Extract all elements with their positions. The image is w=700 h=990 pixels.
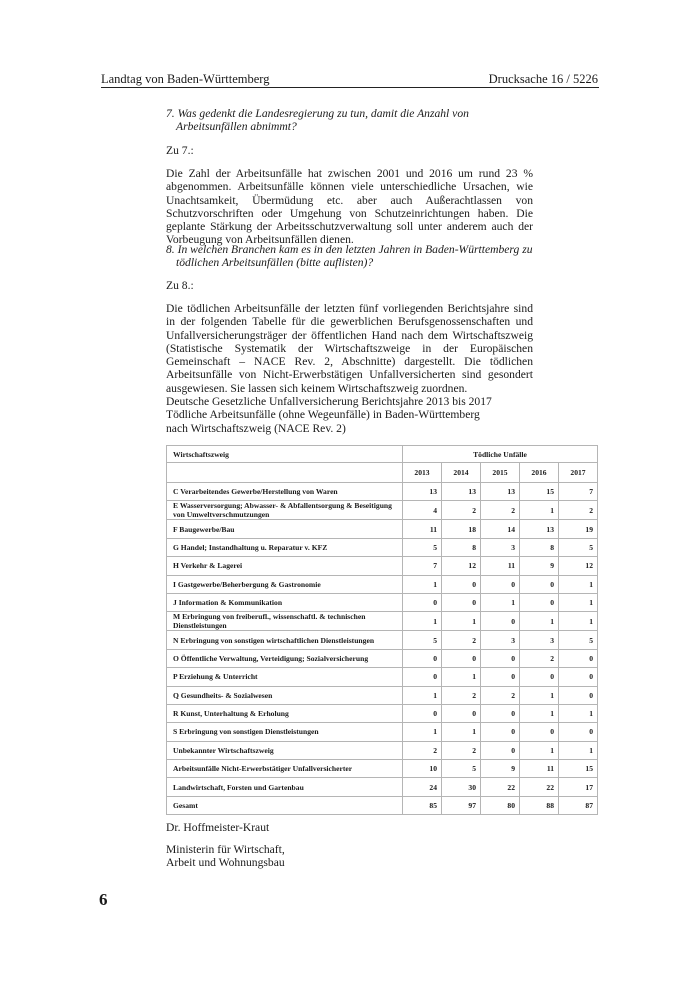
cell-value: 1 [520, 686, 559, 704]
question-7-text: 7. Was gedenkt die Landesregierung zu tun, damit die Anzahl von Arbeitsunfällen abnimmt? [166, 107, 469, 134]
column-header-year: 2015 [481, 463, 520, 483]
signature-title-line: Ministerin für Wirtschaft, [166, 843, 285, 856]
cell-value: 4 [403, 501, 442, 520]
caption-line: Tödliche Arbeitsunfälle (ohne Wegeunfälle) in Baden-Württemberg [166, 408, 480, 422]
cell-value: 5 [559, 538, 598, 556]
table-row [167, 575, 598, 593]
cell-value: 3 [520, 631, 559, 649]
cell-value: 3 [481, 538, 520, 556]
cell-value: 0 [442, 593, 481, 611]
fatal-accidents-table [166, 445, 598, 815]
cell-value: 11 [481, 557, 520, 575]
cell-value: 8 [520, 538, 559, 556]
row-label: Landwirtschaft, Forsten und Gartenbau [167, 778, 403, 796]
header-parliament: Landtag von Baden-Württemberg [101, 72, 270, 86]
table-row [167, 668, 598, 686]
cell-value: 17 [559, 778, 598, 796]
cell-value: 0 [481, 723, 520, 741]
cell-value: 12 [559, 557, 598, 575]
column-header-year: 2014 [442, 463, 481, 483]
row-label: O Öffentliche Verwaltung, Verteidigung; Sozialversicherung [167, 649, 403, 667]
page-number: 6 [99, 890, 108, 909]
column-group-fatal-accidents: Tödliche Unfälle [403, 446, 598, 463]
cell-value: 15 [520, 483, 559, 501]
cell-value: 1 [520, 501, 559, 520]
cell-value: 22 [481, 778, 520, 796]
cell-value: 2 [442, 501, 481, 520]
table-row [167, 520, 598, 538]
table-row [167, 593, 598, 611]
cell-value: 88 [520, 796, 559, 814]
cell-value: 1 [481, 593, 520, 611]
cell-value: 0 [481, 668, 520, 686]
row-label: J Information & Kommunikation [167, 593, 403, 611]
cell-value: 0 [520, 668, 559, 686]
cell-value: 1 [442, 612, 481, 631]
cell-value: 2 [403, 741, 442, 759]
cell-value: 15 [559, 760, 598, 778]
question-7 [166, 107, 533, 134]
column-header-sector: Wirtschaftszweig [167, 446, 403, 463]
cell-value: 7 [559, 483, 598, 501]
column-header-year: 2016 [520, 463, 559, 483]
row-label: G Handel; Instandhaltung u. Reparatur v. KFZ [167, 538, 403, 556]
column-header-blank [167, 463, 403, 483]
cell-value: 1 [559, 575, 598, 593]
signature-title [166, 843, 285, 870]
cell-value: 13 [442, 483, 481, 501]
table-row [167, 538, 598, 556]
question-8 [166, 243, 533, 270]
table-row [167, 557, 598, 575]
header-divider [101, 87, 599, 88]
cell-value: 11 [403, 520, 442, 538]
cell-value: 12 [442, 557, 481, 575]
cell-value: 0 [481, 649, 520, 667]
cell-value: 1 [403, 575, 442, 593]
cell-value: 19 [559, 520, 598, 538]
cell-value: 1 [442, 723, 481, 741]
table-row [167, 483, 598, 501]
cell-value: 0 [559, 668, 598, 686]
cell-value: 30 [442, 778, 481, 796]
row-label: Arbeitsunfälle Nicht-Erwerbstätiger Unfallversicherter [167, 760, 403, 778]
table-row [167, 778, 598, 796]
row-label: Unbekannter Wirtschaftszweig [167, 741, 403, 759]
cell-value: 5 [442, 760, 481, 778]
cell-value: 1 [403, 612, 442, 631]
cell-value: 0 [403, 704, 442, 722]
row-label: M Erbringung von freiberufl., wissenschaftl. & technischen Dienstleistungen [167, 612, 403, 631]
cell-value: 1 [403, 723, 442, 741]
table-row [167, 612, 598, 631]
caption-line: nach Wirtschaftszweig (NACE Rev. 2) [166, 421, 346, 435]
table-row [167, 741, 598, 759]
cell-value: 0 [481, 741, 520, 759]
cell-value: 1 [559, 741, 598, 759]
table-row [167, 704, 598, 722]
cell-value: 1 [520, 741, 559, 759]
cell-value: 2 [520, 649, 559, 667]
cell-value: 0 [442, 704, 481, 722]
cell-value: 0 [481, 612, 520, 631]
cell-value: 0 [481, 575, 520, 593]
signature-name: Dr. Hoffmeister-Kraut [166, 821, 270, 834]
cell-value: 1 [559, 593, 598, 611]
cell-value: 13 [403, 483, 442, 501]
question-8-text: 8. In welchen Branchen kam es in den letzten Jahren in Baden-Württemberg zu tödlichen Arbeitsunfällen (bitte auflisten)? [166, 243, 533, 270]
header-document-number: Drucksache 16 / 5226 [488, 72, 598, 86]
answer-7-heading [166, 144, 533, 157]
cell-value: 9 [481, 760, 520, 778]
cell-value: 1 [559, 612, 598, 631]
cell-value: 1 [520, 612, 559, 631]
row-label: Gesamt [167, 796, 403, 814]
cell-value: 9 [520, 557, 559, 575]
cell-value: 2 [481, 686, 520, 704]
cell-value: 8 [442, 538, 481, 556]
answer-7 [166, 167, 533, 247]
cell-value: 7 [403, 557, 442, 575]
column-header-year: 2017 [559, 463, 598, 483]
row-label: N Erbringung von sonstigen wirtschaftlichen Dienstleistungen [167, 631, 403, 649]
row-label: Q Gesundheits- & Sozialwesen [167, 686, 403, 704]
cell-value: 5 [559, 631, 598, 649]
cell-value: 24 [403, 778, 442, 796]
cell-value: 13 [481, 483, 520, 501]
zu-7-label: Zu 7.: [166, 144, 194, 157]
answer-8 [166, 302, 533, 395]
cell-value: 80 [481, 796, 520, 814]
table-row [167, 723, 598, 741]
cell-value: 3 [481, 631, 520, 649]
answer-8-text: Die tödlichen Arbeitsunfälle der letzten fünf vorliegenden Berichtsjahre sind in der folgenden Tabelle für die gewerblichen Berufsgenossenschaften und Unfallversicherungsträger der öffentlichen Hand nach dem Wirtschaftszweig (Statistische Systematik der Wirtschaftszweige in der Europäischen Gemeinschaft – NACE Rev. 2, Abschnitte) dargestellt. Die tödlichen Arbeitsunfälle von Nicht-Erwerbstätigen Unfallversicherten sind gesondert ausgewiesen. Sie lassen sich keinem Wirtschaftszweig zuordnen. [166, 302, 533, 395]
cell-value: 22 [520, 778, 559, 796]
cell-value: 2 [442, 741, 481, 759]
cell-value: 0 [559, 723, 598, 741]
row-label: H Verkehr & Lagerei [167, 557, 403, 575]
cell-value: 0 [442, 649, 481, 667]
cell-value: 1 [520, 704, 559, 722]
table-row [167, 631, 598, 649]
cell-value: 0 [403, 668, 442, 686]
row-label: S Erbringung von sonstigen Dienstleistungen [167, 723, 403, 741]
row-label: F Baugewerbe/Bau [167, 520, 403, 538]
cell-value: 10 [403, 760, 442, 778]
table-row [167, 501, 598, 520]
cell-value: 0 [481, 704, 520, 722]
row-label: P Erziehung & Unterricht [167, 668, 403, 686]
cell-value: 0 [442, 575, 481, 593]
cell-value: 87 [559, 796, 598, 814]
cell-value: 14 [481, 520, 520, 538]
table-row [167, 649, 598, 667]
cell-value: 2 [481, 501, 520, 520]
cell-value: 1 [559, 704, 598, 722]
cell-value: 13 [520, 520, 559, 538]
cell-value: 0 [520, 575, 559, 593]
table-row [167, 760, 598, 778]
cell-value: 0 [403, 593, 442, 611]
cell-value: 0 [559, 686, 598, 704]
column-header-year: 2013 [403, 463, 442, 483]
cell-value: 2 [559, 501, 598, 520]
cell-value: 1 [442, 668, 481, 686]
row-label: I Gastgewerbe/Beherbergung & Gastronomie [167, 575, 403, 593]
cell-value: 2 [442, 631, 481, 649]
table-caption [166, 395, 533, 435]
cell-value: 5 [403, 538, 442, 556]
row-label: C Verarbeitendes Gewerbe/Herstellung von Waren [167, 483, 403, 501]
cell-value: 0 [520, 593, 559, 611]
row-label: E Wasserversorgung; Abwasser- & Abfallentsorgung & Beseitigung von Umweltverschmutzungen [167, 501, 403, 520]
cell-value: 97 [442, 796, 481, 814]
cell-value: 0 [403, 649, 442, 667]
signature-title-line: Arbeit und Wohnungsbau [166, 856, 285, 870]
row-label: R Kunst, Unterhaltung & Erholung [167, 704, 403, 722]
cell-value: 0 [520, 723, 559, 741]
answer-7-text: Die Zahl der Arbeitsunfälle hat zwischen 2001 und 2016 um rund 23 % abgenommen. Arbeitsunfälle können viele unterschiedliche Ursachen, wie Unachtsamkeit, Übermüdung etc. aber auch Außerachtlassen von Schutzvorschriften oder Umgehung von Schutzeinrichtungen haben. Die geplante Stärkung der Arbeitsschutzverwaltung soll unter anderem auch der Vorbeugung von Arbeitsunfällen dienen. [166, 167, 533, 247]
cell-value: 0 [559, 649, 598, 667]
table-row [167, 796, 598, 814]
cell-value: 85 [403, 796, 442, 814]
cell-value: 18 [442, 520, 481, 538]
cell-value: 1 [403, 686, 442, 704]
cell-value: 11 [520, 760, 559, 778]
caption-line: Deutsche Gesetzliche Unfallversicherung Berichtsjahre 2013 bis 2017 [166, 395, 492, 408]
zu-8-label: Zu 8.: [166, 279, 194, 292]
table-row [167, 686, 598, 704]
answer-8-heading [166, 279, 533, 292]
cell-value: 2 [442, 686, 481, 704]
cell-value: 5 [403, 631, 442, 649]
